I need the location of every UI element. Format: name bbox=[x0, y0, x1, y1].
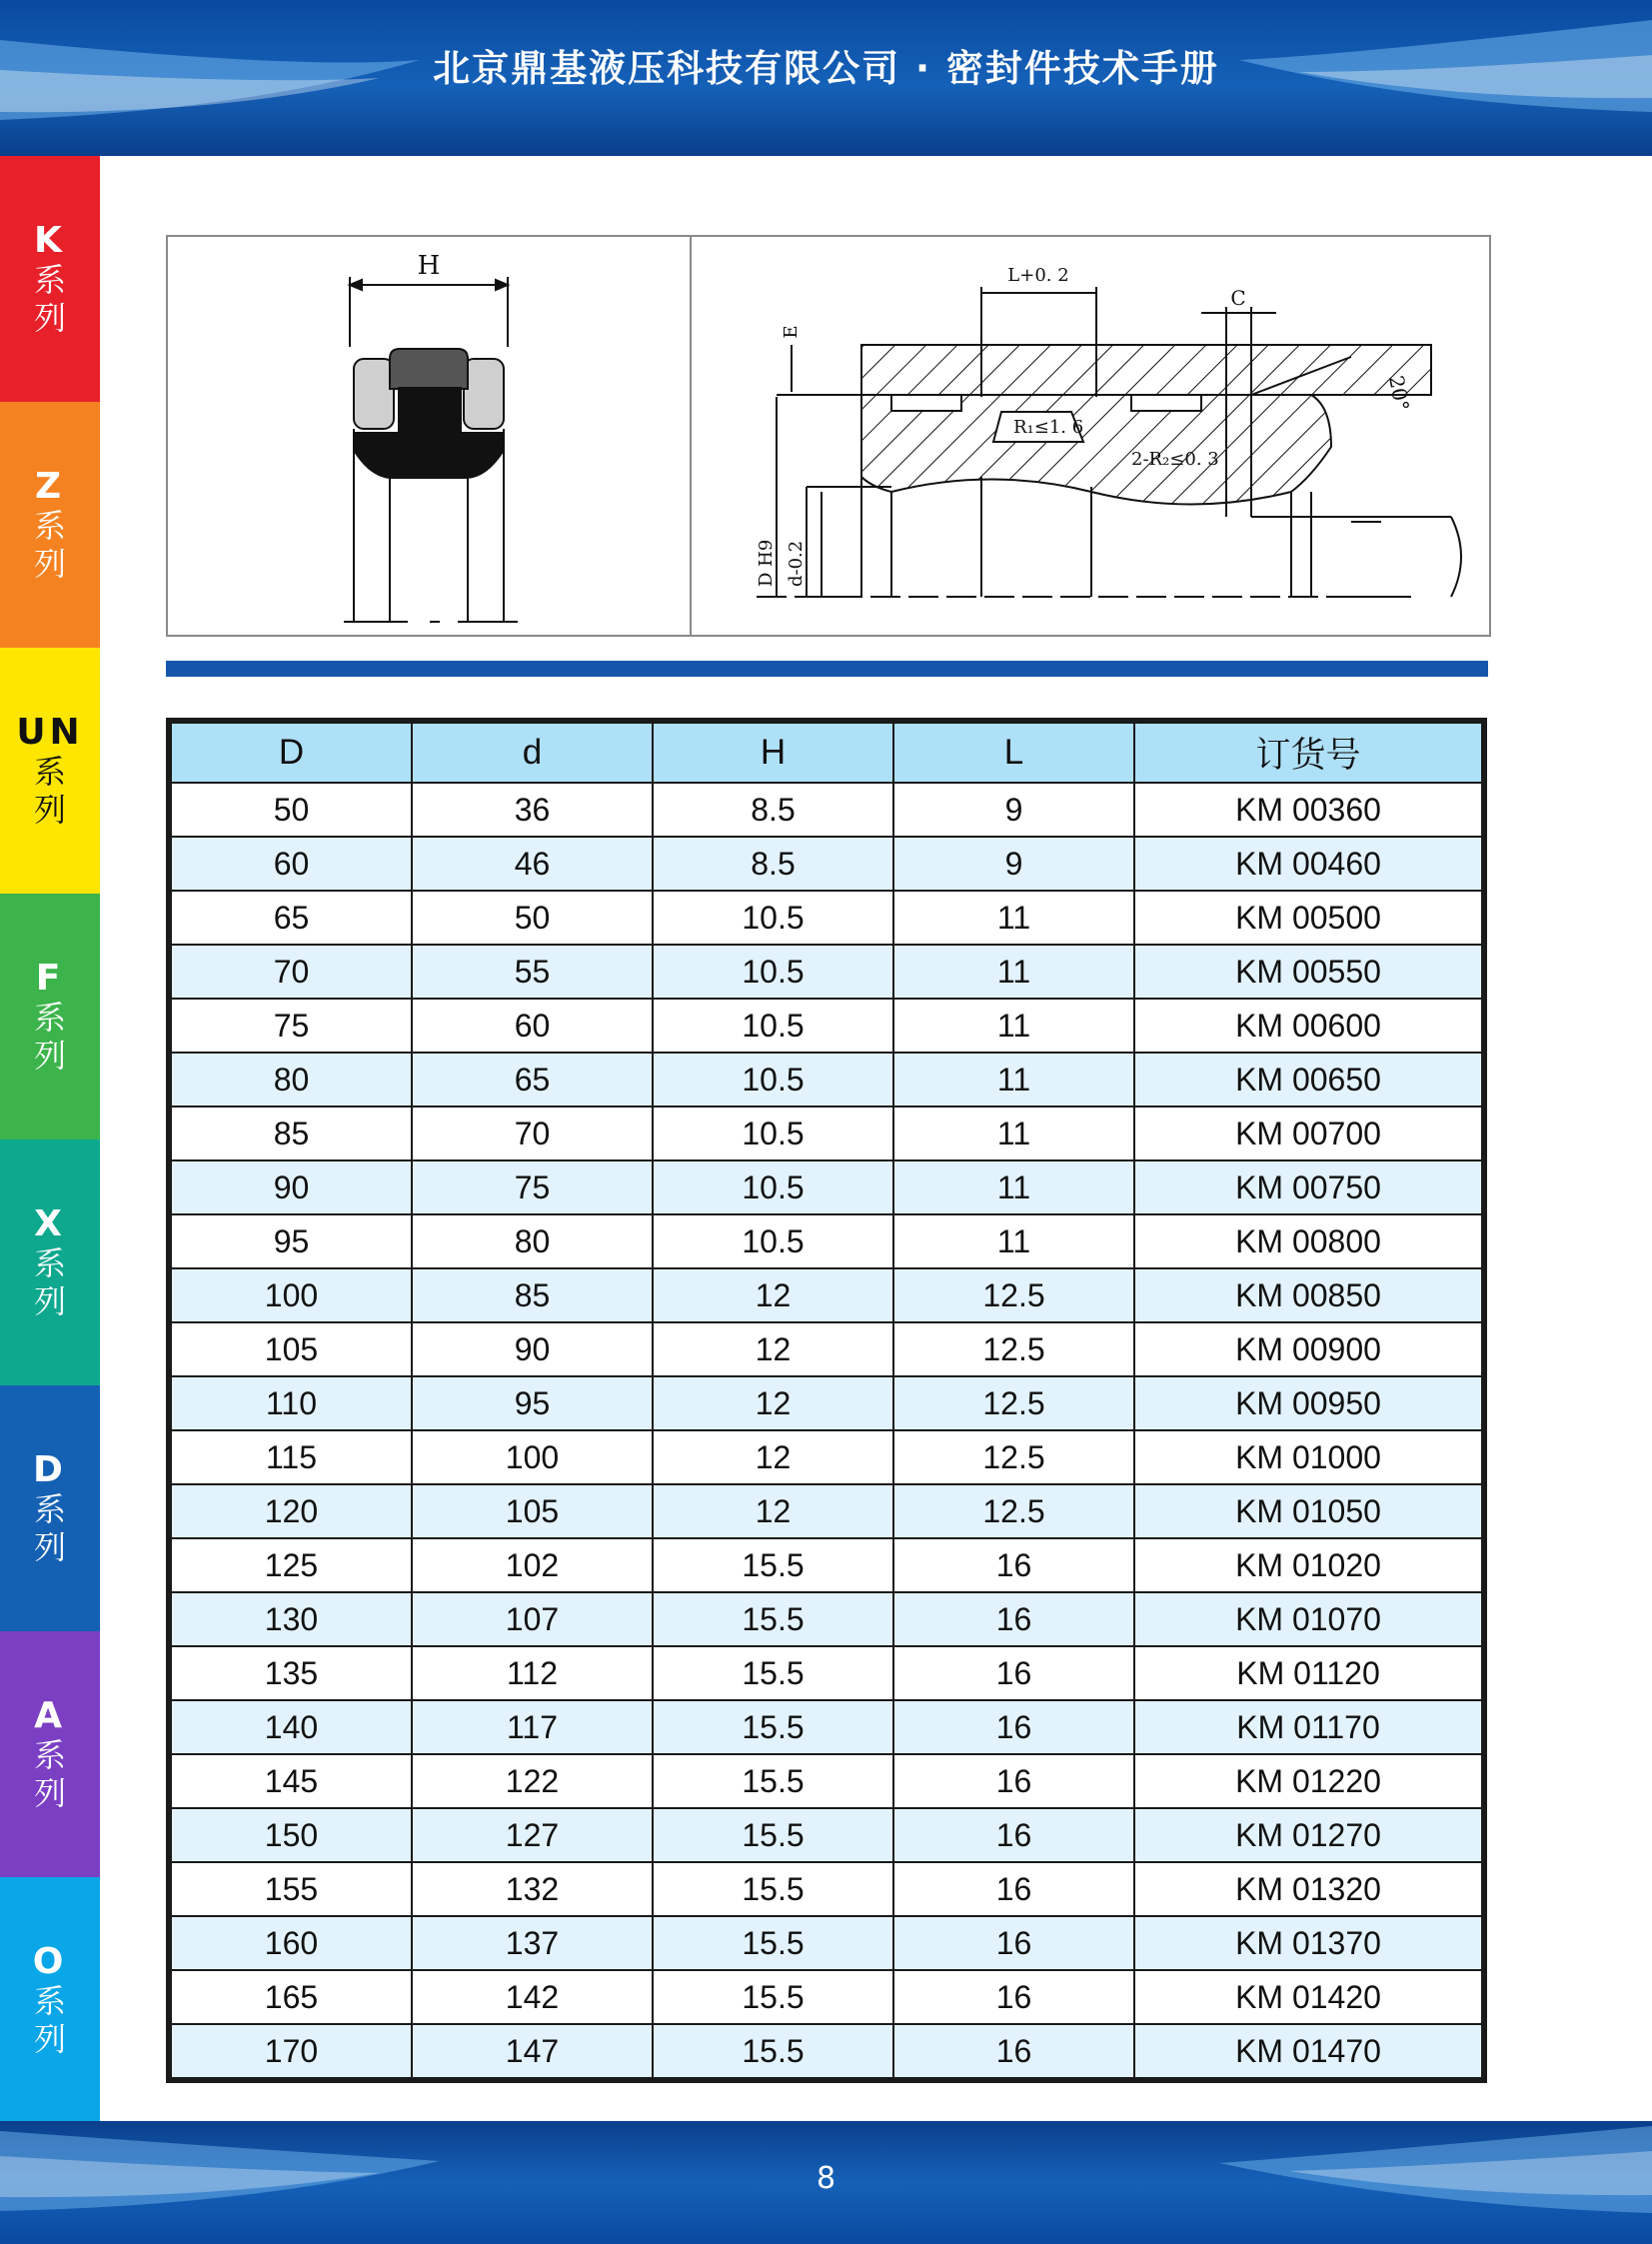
table-cell: 15.5 bbox=[653, 1970, 893, 2024]
table-cell: 12.5 bbox=[893, 1430, 1134, 1484]
table-cell: 15.5 bbox=[653, 1862, 893, 1916]
table-cell: 15.5 bbox=[653, 1538, 893, 1592]
table-row bbox=[171, 1107, 1482, 1160]
table-row bbox=[171, 1646, 1482, 1700]
table-cell: 145 bbox=[171, 1754, 412, 1808]
table-cell: 16 bbox=[893, 2024, 1134, 2078]
table-cell: KM 00900 bbox=[1134, 1322, 1482, 1376]
table-cell: KM 00360 bbox=[1134, 783, 1482, 837]
table-cell: 46 bbox=[412, 837, 653, 891]
table-cell: 11 bbox=[893, 999, 1134, 1053]
table-cell: 137 bbox=[412, 1916, 653, 1970]
table-cell: 65 bbox=[412, 1053, 653, 1107]
table-cell: 80 bbox=[412, 1214, 653, 1268]
table-cell: 170 bbox=[171, 2024, 412, 2078]
seal-technical-drawing bbox=[166, 235, 1491, 637]
table-row bbox=[171, 783, 1482, 837]
page-header bbox=[0, 0, 1652, 156]
table-cell: 117 bbox=[412, 1700, 653, 1754]
dimension-label-d-big: D H9 bbox=[756, 539, 777, 587]
table-cell: 11 bbox=[893, 891, 1134, 945]
table-row bbox=[171, 1268, 1482, 1322]
table-row bbox=[171, 1214, 1482, 1268]
table-cell: 12.5 bbox=[893, 1484, 1134, 1538]
side-tab-un-series[interactable] bbox=[0, 648, 100, 894]
table-cell: 10.5 bbox=[653, 1214, 893, 1268]
table-cell: 107 bbox=[412, 1592, 653, 1646]
table-cell: 50 bbox=[171, 783, 412, 837]
table-cell: 110 bbox=[171, 1376, 412, 1430]
table-cell: 15.5 bbox=[653, 1592, 893, 1646]
table-cell: 70 bbox=[171, 945, 412, 999]
table-cell: 12 bbox=[653, 1322, 893, 1376]
table-cell: KM 00950 bbox=[1134, 1376, 1482, 1430]
side-tab-f-series[interactable] bbox=[0, 894, 100, 1139]
section-divider-bar bbox=[166, 661, 1488, 677]
table-cell: 16 bbox=[893, 1862, 1134, 1916]
dimension-label-h: H bbox=[417, 251, 441, 281]
side-tab-x-series[interactable] bbox=[0, 1139, 100, 1385]
table-cell: 65 bbox=[171, 891, 412, 945]
side-tab-label: 系 bbox=[33, 507, 66, 545]
table-cell: 16 bbox=[893, 1970, 1134, 2024]
side-tab-label: 系 bbox=[33, 1736, 66, 1774]
table-cell: 12 bbox=[653, 1484, 893, 1538]
table-cell: KM 01320 bbox=[1134, 1862, 1482, 1916]
table-cell: 10.5 bbox=[653, 999, 893, 1053]
table-cell: 15.5 bbox=[653, 2024, 893, 2078]
side-tab-letter: D bbox=[33, 1449, 67, 1490]
table-cell: 60 bbox=[412, 999, 653, 1053]
side-tab-label: 列 bbox=[33, 1774, 66, 1812]
table-row bbox=[171, 1700, 1482, 1754]
page-number: 8 bbox=[816, 2161, 836, 2196]
table-cell: 155 bbox=[171, 1862, 412, 1916]
table-cell: 11 bbox=[893, 945, 1134, 999]
table-row bbox=[171, 1053, 1482, 1107]
column-header: 订货号 bbox=[1134, 723, 1482, 783]
table-cell: 12.5 bbox=[893, 1268, 1134, 1322]
table-cell: 165 bbox=[171, 1970, 412, 2024]
table-cell: KM 00550 bbox=[1134, 945, 1482, 999]
side-tab-label: 列 bbox=[33, 1282, 66, 1320]
table-cell: 16 bbox=[893, 1700, 1134, 1754]
table-row bbox=[171, 1430, 1482, 1484]
seal-cross-section-drawing bbox=[168, 237, 688, 635]
seal-size-table bbox=[166, 718, 1487, 2083]
table-cell: 10.5 bbox=[653, 945, 893, 999]
table-cell: KM 00650 bbox=[1134, 1053, 1482, 1107]
table-cell: 135 bbox=[171, 1646, 412, 1700]
dimension-label-e: E bbox=[781, 325, 802, 339]
table-cell: 12.5 bbox=[893, 1322, 1134, 1376]
table-cell: 12 bbox=[653, 1268, 893, 1322]
table-cell: 9 bbox=[893, 783, 1134, 837]
column-header: D bbox=[171, 723, 412, 783]
table-cell: 100 bbox=[412, 1430, 653, 1484]
table-cell: 16 bbox=[893, 1808, 1134, 1862]
table-cell: 95 bbox=[412, 1376, 653, 1430]
side-tab-letter: Z bbox=[34, 466, 66, 507]
dimension-label-c: C bbox=[1230, 286, 1246, 310]
side-tab-k-series[interactable] bbox=[0, 156, 100, 402]
table-cell: KM 01170 bbox=[1134, 1700, 1482, 1754]
table-cell: KM 00500 bbox=[1134, 891, 1482, 945]
side-tab-label: 列 bbox=[33, 791, 66, 829]
table-row bbox=[171, 1322, 1482, 1376]
table-cell: 95 bbox=[171, 1214, 412, 1268]
table-cell: 90 bbox=[412, 1322, 653, 1376]
table-cell: 11 bbox=[893, 1053, 1134, 1107]
side-tab-a-series[interactable] bbox=[0, 1631, 100, 1877]
table-cell: 12.5 bbox=[893, 1376, 1134, 1430]
side-tab-letter: O bbox=[32, 1941, 68, 1982]
table-cell: 10.5 bbox=[653, 1160, 893, 1214]
table-row bbox=[171, 999, 1482, 1053]
table-cell: 11 bbox=[893, 1214, 1134, 1268]
table-cell: 85 bbox=[171, 1107, 412, 1160]
side-tab-label: 系 bbox=[33, 1982, 66, 2020]
table-cell: KM 01420 bbox=[1134, 1970, 1482, 2024]
side-tab-o-series[interactable] bbox=[0, 1877, 100, 2123]
table-cell: 16 bbox=[893, 1646, 1134, 1700]
dimension-label-l: L+0. 2 bbox=[1007, 265, 1069, 286]
table-cell: 120 bbox=[171, 1484, 412, 1538]
table-cell: 9 bbox=[893, 837, 1134, 891]
table-cell: 16 bbox=[893, 1754, 1134, 1808]
table-cell: 122 bbox=[412, 1754, 653, 1808]
side-tab-z-series[interactable] bbox=[0, 402, 100, 648]
table-cell: KM 00460 bbox=[1134, 837, 1482, 891]
table-cell: 11 bbox=[893, 1160, 1134, 1214]
table-cell: 15.5 bbox=[653, 1700, 893, 1754]
table-cell: 10.5 bbox=[653, 1053, 893, 1107]
side-tab-label: 系 bbox=[33, 999, 66, 1037]
table-cell: 11 bbox=[893, 1107, 1134, 1160]
side-tab-d-series[interactable] bbox=[0, 1385, 100, 1631]
table-cell: 55 bbox=[412, 945, 653, 999]
table-row bbox=[171, 837, 1482, 891]
table-row bbox=[171, 1538, 1482, 1592]
column-header: d bbox=[412, 723, 653, 783]
table-cell: 127 bbox=[412, 1808, 653, 1862]
table-cell: 15.5 bbox=[653, 1646, 893, 1700]
side-tab-letter: F bbox=[35, 958, 65, 999]
table-cell: 150 bbox=[171, 1808, 412, 1862]
table-cell: 12 bbox=[653, 1430, 893, 1484]
table-cell: KM 00700 bbox=[1134, 1107, 1482, 1160]
table-row bbox=[171, 1970, 1482, 2024]
side-tab-label: 列 bbox=[33, 299, 66, 337]
table-cell: 160 bbox=[171, 1916, 412, 1970]
table-cell: 15.5 bbox=[653, 1754, 893, 1808]
table-cell: 85 bbox=[412, 1268, 653, 1322]
table-row bbox=[171, 2024, 1482, 2078]
table-cell: 147 bbox=[412, 2024, 653, 2078]
table-cell: 15.5 bbox=[653, 1808, 893, 1862]
side-tab-letter: UN bbox=[16, 712, 84, 753]
side-tab-label: 列 bbox=[33, 1528, 66, 1566]
table-cell: KM 01070 bbox=[1134, 1592, 1482, 1646]
table-cell: 50 bbox=[412, 891, 653, 945]
table-cell: KM 00800 bbox=[1134, 1214, 1482, 1268]
column-header: L bbox=[893, 723, 1134, 783]
table-cell: 115 bbox=[171, 1430, 412, 1484]
side-tab-label: 列 bbox=[33, 2020, 66, 2058]
table-cell: 8.5 bbox=[653, 783, 893, 837]
table-cell: 105 bbox=[171, 1322, 412, 1376]
column-header: H bbox=[653, 723, 893, 783]
table-cell: 100 bbox=[171, 1268, 412, 1322]
table-cell: KM 00600 bbox=[1134, 999, 1482, 1053]
table-cell: 80 bbox=[171, 1053, 412, 1107]
side-tab-label: 列 bbox=[33, 1037, 66, 1075]
table-cell: 75 bbox=[171, 999, 412, 1053]
table-cell: KM 00850 bbox=[1134, 1268, 1482, 1322]
radius-label-r2: 2-R₂≤0. 3 bbox=[1131, 449, 1219, 470]
table-cell: 16 bbox=[893, 1538, 1134, 1592]
table-row bbox=[171, 891, 1482, 945]
table-cell: 75 bbox=[412, 1160, 653, 1214]
table-cell: 112 bbox=[412, 1646, 653, 1700]
table-header-row bbox=[171, 723, 1482, 783]
table-cell: 142 bbox=[412, 1970, 653, 2024]
groove-installation-drawing bbox=[692, 237, 1489, 635]
table-cell: 15.5 bbox=[653, 1916, 893, 1970]
table-row bbox=[171, 945, 1482, 999]
table-row bbox=[171, 1376, 1482, 1430]
table-cell: 140 bbox=[171, 1700, 412, 1754]
table-row bbox=[171, 1808, 1482, 1862]
table-cell: 10.5 bbox=[653, 1107, 893, 1160]
table-row bbox=[171, 1160, 1482, 1214]
radius-label-r1: R₁≤1. 6 bbox=[1013, 417, 1084, 438]
table-cell: 36 bbox=[412, 783, 653, 837]
side-tab-label: 系 bbox=[33, 261, 66, 299]
table-cell: KM 01000 bbox=[1134, 1430, 1482, 1484]
table-cell: KM 00750 bbox=[1134, 1160, 1482, 1214]
table-body bbox=[171, 783, 1482, 2078]
table-cell: KM 01020 bbox=[1134, 1538, 1482, 1592]
table-cell: 105 bbox=[412, 1484, 653, 1538]
side-tab-label: 系 bbox=[33, 1490, 66, 1528]
page-footer bbox=[0, 2121, 1652, 2244]
table-cell: 90 bbox=[171, 1160, 412, 1214]
table-cell: KM 01220 bbox=[1134, 1754, 1482, 1808]
side-tab-letter: K bbox=[34, 220, 66, 261]
angle-label: 20° bbox=[1384, 373, 1414, 413]
table-cell: 130 bbox=[171, 1592, 412, 1646]
dimension-label-d-small: d-0.2 bbox=[786, 540, 807, 587]
table-cell: 132 bbox=[412, 1862, 653, 1916]
table-cell: KM 01120 bbox=[1134, 1646, 1482, 1700]
table-cell: 102 bbox=[412, 1538, 653, 1592]
table-row bbox=[171, 1916, 1482, 1970]
side-tab-letter: A bbox=[34, 1695, 66, 1736]
side-tab-label: 系 bbox=[33, 1244, 66, 1282]
table-row bbox=[171, 1484, 1482, 1538]
manual-title: 北京鼎基液压科技有限公司 · 密封件技术手册 bbox=[433, 47, 1219, 90]
table-cell: KM 01050 bbox=[1134, 1484, 1482, 1538]
table-cell: KM 01270 bbox=[1134, 1808, 1482, 1862]
table-row bbox=[171, 1862, 1482, 1916]
side-tab-label: 系 bbox=[33, 753, 66, 791]
side-tab-letter: X bbox=[34, 1203, 66, 1244]
side-tab-label: 列 bbox=[33, 545, 66, 583]
table-cell: 125 bbox=[171, 1538, 412, 1592]
table-cell: 8.5 bbox=[653, 837, 893, 891]
table-cell: KM 01370 bbox=[1134, 1916, 1482, 1970]
table-row bbox=[171, 1754, 1482, 1808]
table-cell: 10.5 bbox=[653, 891, 893, 945]
table-cell: KM 01470 bbox=[1134, 2024, 1482, 2078]
table-cell: 16 bbox=[893, 1916, 1134, 1970]
table-cell: 16 bbox=[893, 1592, 1134, 1646]
table-cell: 60 bbox=[171, 837, 412, 891]
table-cell: 12 bbox=[653, 1376, 893, 1430]
table-cell: 70 bbox=[412, 1107, 653, 1160]
table-row bbox=[171, 1592, 1482, 1646]
